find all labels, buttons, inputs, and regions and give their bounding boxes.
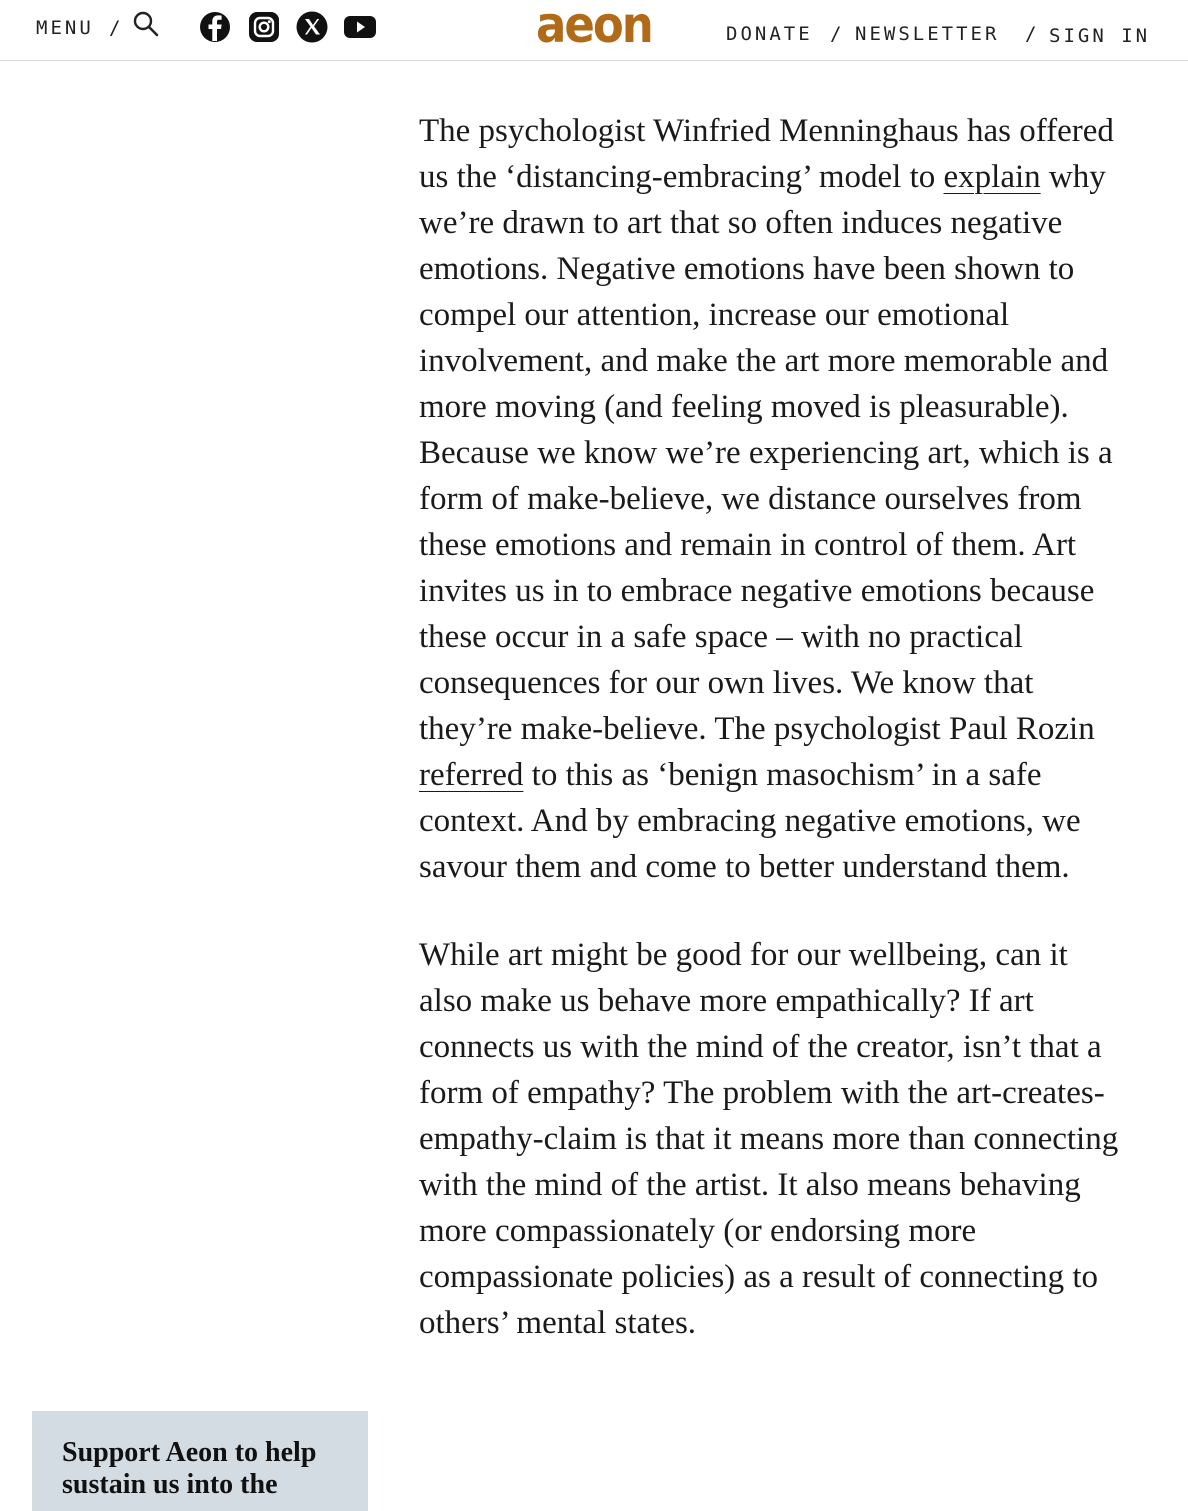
aeon-logo[interactable]: aeon [536,0,652,54]
menu-separator: / [109,17,124,39]
facebook-icon[interactable] [198,10,232,44]
youtube-icon[interactable] [343,10,377,44]
referred-link[interactable]: referred [419,757,524,793]
newsletter-link[interactable]: NEWSLETTER [855,23,1000,45]
search-icon[interactable] [132,10,160,38]
nav-separator: / [1025,23,1040,45]
article-paragraph: The psychologist Winfried Menninghaus has offered us the ‘distancing-embracing’ model to explain why we’re drawn to art that so often induces negative emotions. Negative emotions have been shown to compel our attention, increase our emotional involvement, and make the art more memorable and more moving (and feeling moved is pleasurable). Because we know we’re experiencing art, which is a form of make-believe, we distance ourselves from these emotions and remain in control of them. Art invites us in to embrace negative emotions because these occur in a safe space – with no practical consequences for our own lives. We know that they’re make-believe. The psychologist Paul Rozin referred to this as ‘benign masochism’ in a safe context. And by embracing negative emotions, we savour them and come to better understand them. [419,113,1114,885]
x-icon[interactable] [295,10,329,44]
support-aeon-box[interactable] [32,1411,368,1511]
explain-link[interactable]: explain [943,159,1041,195]
menu-button[interactable]: MENU [36,17,94,39]
article-paragraph: While art might be good for our wellbeing, can it also make us behave more empathically? If art connects us with the mind of the creator, isn’t that a form of empathy? The problem with the art-creates-empathy-claim is that it means more than connecting with the mind of the artist. It also means behaving more compassionately (or endorsing more compassionate policies) as a result of connecting to others’ mental states. [419,937,1119,1341]
site-header [0,0,1188,61]
article-body [419,108,1119,1388]
nav-separator: / [830,23,845,45]
support-aeon-text: Support Aeon to help sustain us into the [62,1437,317,1500]
donate-link[interactable]: DONATE [726,23,813,45]
sign-in-link[interactable]: SIGN IN [1049,25,1151,47]
instagram-icon[interactable] [247,10,281,44]
